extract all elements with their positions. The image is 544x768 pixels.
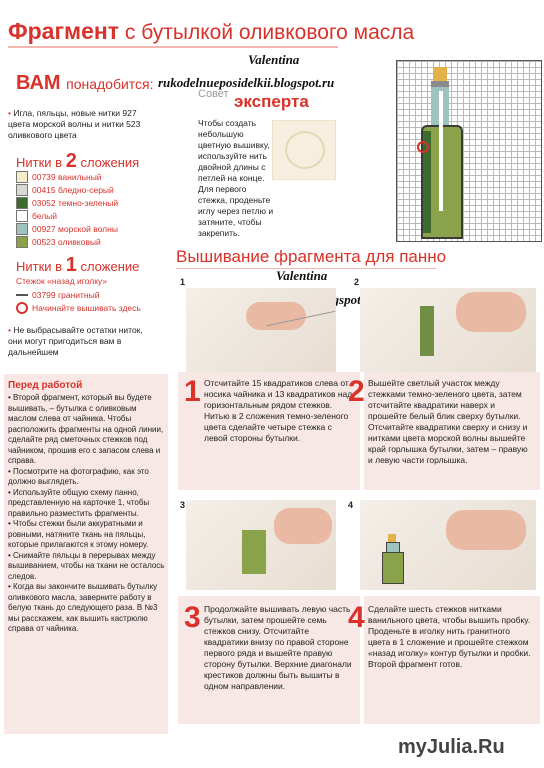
step-photo-label: 2 (354, 277, 360, 287)
step4-number: 4 (348, 601, 365, 634)
stitching (420, 306, 434, 356)
section-title: Вышивание фрагмента для панно (176, 247, 447, 266)
watermark-name-mid: Valentina (276, 268, 328, 283)
step3-number: 3 (184, 601, 201, 634)
threads1-heading: Нитки в 1 сложение (16, 254, 140, 276)
cross-stitch-chart (396, 60, 542, 242)
bottle-body (382, 552, 404, 584)
legend-item: белый (16, 209, 166, 222)
hand (246, 302, 306, 330)
threads2-legend (16, 170, 166, 248)
step3-photo (186, 500, 336, 590)
cork (388, 534, 396, 542)
swatch (16, 184, 28, 196)
step-photo-label: 4 (348, 500, 354, 510)
step4-text: Сделайте шесть стежков нитками ванильного цвета, чтобы вышить пробку. Проденьте в иголку нить гранитного цвета в 1 сложение и прошейте стежком «назад иголку» контур бутылки и пробки. Второй фрагмент готов. (368, 604, 531, 669)
tip-heading-big: эксперта (234, 92, 309, 111)
legend-item: 00415 бледно-серый (16, 183, 166, 196)
site-logo: myJulia.Ru (398, 736, 505, 758)
start-circle-icon (417, 141, 429, 153)
stitching (242, 530, 266, 574)
step1-number: 1 (184, 375, 201, 408)
page-title: Фрагмент с бутылкой оливкового масла (8, 18, 415, 44)
step-photo-label: 1 (180, 277, 186, 287)
start-circle-icon (16, 302, 28, 314)
bottle-highlight (439, 91, 443, 211)
step1-text: Отсчитайте 15 квадратиков слева от носика чайника и 13 квадратиков над горизонтальным рядом стежков. Нитью в 2 сложения темно-зеленого цвета сделайте четыре стежка с левой стороны бутылки. (204, 378, 353, 443)
backstitch-line (16, 294, 28, 296)
start-legend-item: Начинайте вышивать здесь (16, 301, 141, 314)
swatch (16, 223, 28, 235)
swatch (16, 236, 28, 248)
step1-photo (186, 288, 336, 372)
step2-photo (360, 288, 536, 372)
stitch-legend-item: 03799 гранитный (16, 288, 99, 301)
swatch (16, 171, 28, 183)
watermark-name-top: Valentina (248, 52, 300, 67)
leftover-note: • Не выбрасывайте остатки ниток, они могут пригодиться вам в дальнейшем (8, 325, 143, 357)
legend-item: 03052 темно-зеленый (16, 196, 166, 209)
tip-illustration (272, 120, 336, 180)
threads2-heading: Нитки в 2 сложения (16, 150, 140, 172)
step-photo-label: 3 (180, 500, 186, 510)
hand (274, 508, 332, 544)
cork (433, 67, 447, 81)
step2-text: Вышейте светлый участок между стежками темно-зеленого цвета, затем отсчитайте квадратики наверх и прошейте белый блик сверху бутылки. Отсчитайте квадратики сверху и снизу и нитками цвета морской волны вышейте край горлышка бутылки, затем – правую и левую части горлышка. (368, 378, 528, 465)
step4-photo (360, 500, 536, 590)
stitch-label: Стежок «назад иголку» (16, 276, 108, 286)
legend-item: 00739 ванильный (16, 170, 166, 183)
before-work-heading: Перед работой (8, 380, 83, 391)
tip-text: Чтобы создать небольшую цветную вышивку, используйте нить двойной длины с петлей на конце. Для первого стежка, проденьте иглу через петлю и затяните, чтобы закрепить. (198, 118, 274, 238)
needs-heading: ВАМ понадобится: (16, 72, 154, 94)
legend-item: 00927 морской волны (16, 222, 166, 235)
tip-heading-small: Совет (198, 88, 229, 100)
thread-loop-icon (285, 131, 325, 169)
legend-item: 00523 оливковый (16, 235, 166, 248)
title-underline (8, 46, 338, 48)
before-work-text: • Второй фрагмент, который вы будете вышивать, – бутылка с оливковым маслом слева от чайника. Чтобы расположить фрагменты на одной линии, сделайте ряд сметочных стежков под чайником, прошив его с запасом слева и справа. • Посмотрите на фотографию, как это должно выглядеть. • Используйте общую схему панно, представленную на карточке 1, чтобы правильно разместить фрагменты. • Чтобы стежки были аккуратными и ровными, натяните ткань на пяльцы, которые прилагаются к этому номеру. • Снимайте пяльцы в перерывах между вышиванием, чтобы на ткани не осталось следов. • Когда вы закончите вышивать бутылку оливкового масла, заверните работу в белую ткань до следующего раза. В №3 мы расскажем, как вышить кастрюлю справа от чайника. (8, 393, 165, 633)
step3-text: Продолжайте вышивать левую часть бутылки, затем прошейте семь стежков снизу. Отсчитайте квадратики внизу по правой стороне первого ряда и вышейте правую сторону бутылки. Верхние диагонали крестиков должны быть вышиты в одном направлении. (204, 604, 352, 691)
needs-list: • Игла, пяльцы, новые нитки 927 цвета морской волны и нитки 523 оливкового цвета (8, 108, 141, 140)
watermark-url-top: rukodelnueposidelkii.blogspot.ru (158, 75, 335, 90)
swatch (16, 197, 28, 209)
hand (446, 510, 526, 550)
swatch (16, 210, 28, 222)
hand (456, 292, 526, 332)
step2-number: 2 (348, 375, 365, 408)
